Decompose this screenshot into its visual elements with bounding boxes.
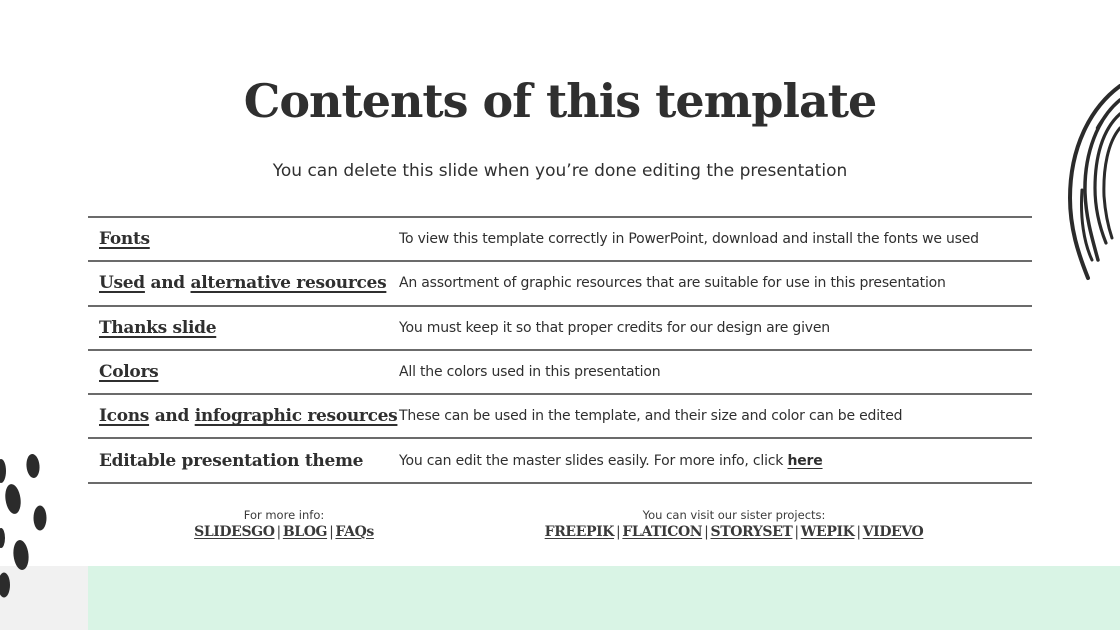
- row-description: All the colors used in this presentation: [399, 364, 661, 381]
- bottom-band-green: [88, 566, 1120, 630]
- more-info-label: For more info:: [243, 508, 325, 522]
- contents-table: [88, 216, 1032, 484]
- title-connector: and: [144, 273, 191, 294]
- table-row: [88, 262, 1032, 306]
- sister-projects-block: [524, 508, 944, 542]
- storyset-link[interactable]: STORYSET: [710, 524, 793, 540]
- freepik-link[interactable]: FREEPIK: [544, 524, 615, 540]
- slide-title: Contents of this template: [243, 74, 877, 128]
- separator: |: [329, 524, 334, 540]
- brush-stroke-arcs-icon: [1050, 78, 1120, 288]
- row-title: [88, 318, 399, 338]
- row-description: To view this template correctly in PowerPoint, download and install the fonts we used: [399, 231, 979, 248]
- more-info-block: [184, 508, 384, 542]
- thanks-slide-link[interactable]: Thanks slide: [99, 317, 217, 338]
- row-title: [88, 229, 399, 249]
- row-title: [88, 362, 399, 382]
- separator: |: [794, 524, 799, 540]
- sister-projects-links: [524, 522, 944, 542]
- row-title: [88, 451, 399, 471]
- row-description: [399, 453, 1032, 469]
- more-info-links: [184, 522, 384, 542]
- row-description: These can be used in the template, and their size and color can be edited: [399, 408, 903, 425]
- alternative-resources-link[interactable]: alternative resources: [190, 273, 387, 294]
- oval-dots-pattern-icon: [0, 448, 52, 608]
- table-row: [88, 307, 1032, 351]
- row-description: You must keep it so that proper credits for our design are given: [399, 319, 830, 336]
- title-connector: and: [149, 406, 195, 427]
- videvo-link[interactable]: VIDEVO: [862, 524, 924, 540]
- description-text: You can edit the master slides easily. For more info, click: [399, 452, 788, 469]
- colors-link[interactable]: Colors: [99, 362, 159, 383]
- separator: |: [616, 524, 621, 540]
- flaticon-link[interactable]: FLATICON: [622, 524, 703, 540]
- sister-projects-label: You can visit our sister projects:: [642, 508, 826, 522]
- separator: |: [276, 524, 281, 540]
- separator: |: [704, 524, 709, 540]
- here-link[interactable]: here: [787, 452, 823, 469]
- blog-link[interactable]: BLOG: [282, 524, 328, 540]
- faqs-link[interactable]: FAQs: [335, 524, 374, 540]
- fonts-link[interactable]: Fonts: [99, 229, 150, 250]
- table-row: [88, 395, 1032, 439]
- table-row: [88, 218, 1032, 262]
- slide-subtitle: You can delete this slide when you’re done editing the presentation: [272, 161, 848, 181]
- row-description: An assortment of graphic resources that are suitable for use in this presentation: [399, 275, 946, 292]
- wepik-link[interactable]: WEPIK: [800, 524, 855, 540]
- separator: |: [856, 524, 861, 540]
- icons-link[interactable]: Icons: [99, 406, 150, 427]
- used-resources-link[interactable]: Used: [99, 273, 145, 294]
- table-row: [88, 439, 1032, 483]
- editable-theme-title: Editable presentation theme: [99, 450, 364, 471]
- row-title: [88, 273, 399, 293]
- table-row: [88, 351, 1032, 395]
- infographic-resources-link[interactable]: infographic resources: [194, 406, 398, 427]
- row-title: [88, 406, 399, 426]
- slidesgo-link[interactable]: SLIDESGO: [194, 524, 275, 540]
